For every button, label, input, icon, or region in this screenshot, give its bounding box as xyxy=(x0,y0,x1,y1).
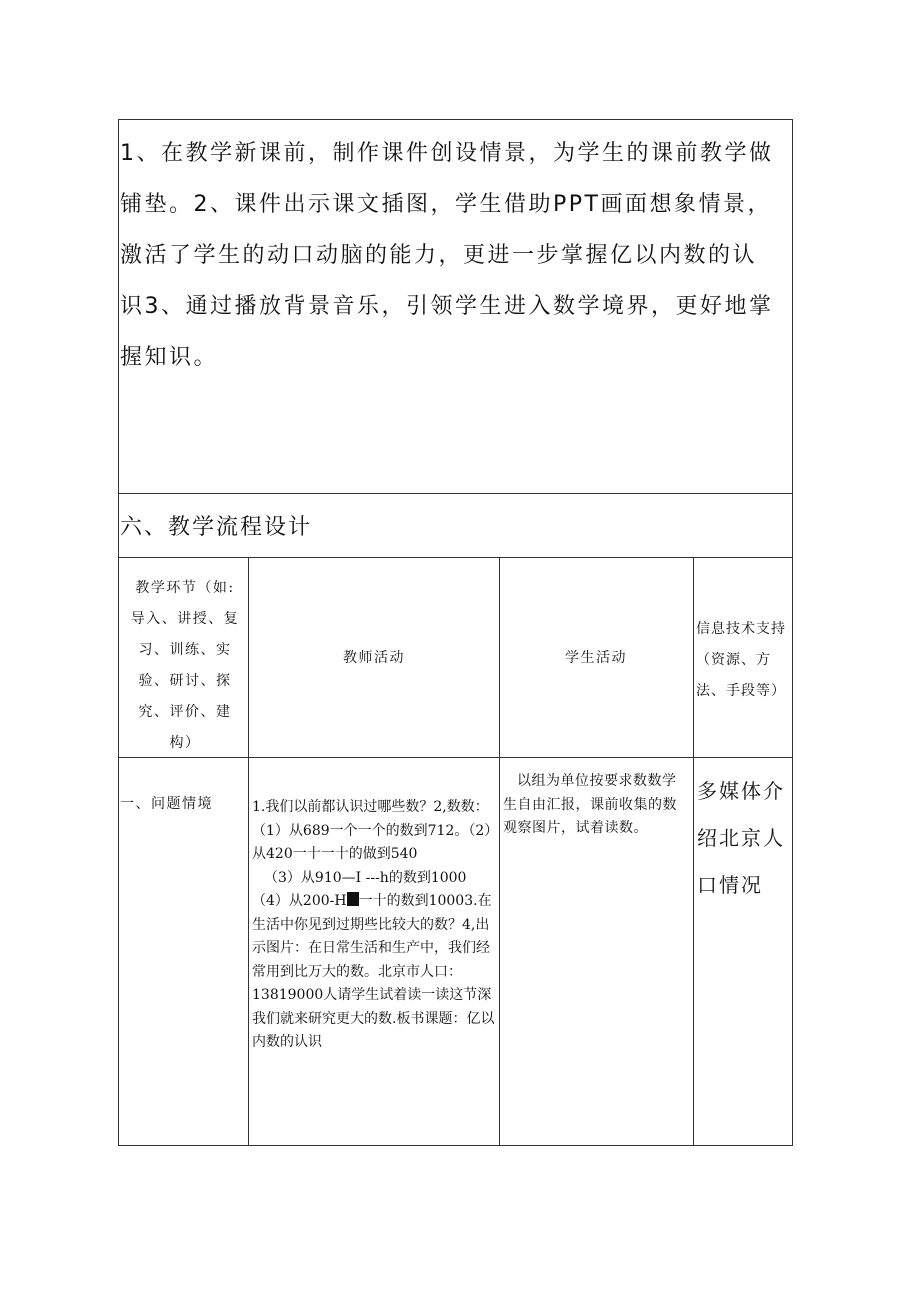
redaction-block xyxy=(347,892,359,906)
section-title: 六、教学流程设计 xyxy=(120,515,313,540)
student-activity-cell: 以组为单位按要求数数学生自由汇报，课前收集的数观察图片，试着读数。 xyxy=(503,773,677,836)
stage-cell: 一、问题情境 xyxy=(120,796,213,812)
divider-intro-bottom xyxy=(118,493,793,494)
header-teacher-activity: 教师活动 xyxy=(343,650,405,666)
column-divider-1 xyxy=(248,557,249,1146)
header-student-activity: 学生活动 xyxy=(565,650,627,666)
teacher-activity-part1: 1.我们以前都认识过哪些数？2,数数：（1）从689一个一个的数到712。（2）从420一十一十的做到540 xyxy=(252,799,492,862)
column-divider-3 xyxy=(693,557,694,1146)
intro-paragraph: 1、在教学新课前，制作课件创设情景，为学生的课前教学做铺垫。2、课件出示课文插图，学生借助PPT画面想象情景，激活了学生的动口动脑的能力，更进一步掌握亿以内数的认识3、通过播放背景音乐，引领学生进入数学境界，更好地掌握知识。 xyxy=(120,141,774,370)
header-it-support: 信息技术支持（资源、方法、手段等） xyxy=(696,621,786,699)
header-stage: 教学环节（如:导入、讲授、复习、训练、实验、研讨、探究、评价、建构） xyxy=(130,580,240,751)
divider-section-bottom xyxy=(118,557,793,558)
teacher-activity-part2b: 一十的数到10003.在生活中你见到过期些比较大的数？4,出示图片：在日常生活和生产中，我们经常用到比万大的数。北京市人口：13819000人请学生试着读一读这节深我们就来研究更大的数.板书课题：亿以内数的认识 xyxy=(252,893,495,1050)
it-support-cell: 多媒体介绍北京人口情况 xyxy=(697,779,785,897)
teacher-activity-part2a: （3）从910—I ---h的数到1000（4）从200-H xyxy=(252,869,467,909)
teacher-activity-cell xyxy=(252,796,496,1055)
